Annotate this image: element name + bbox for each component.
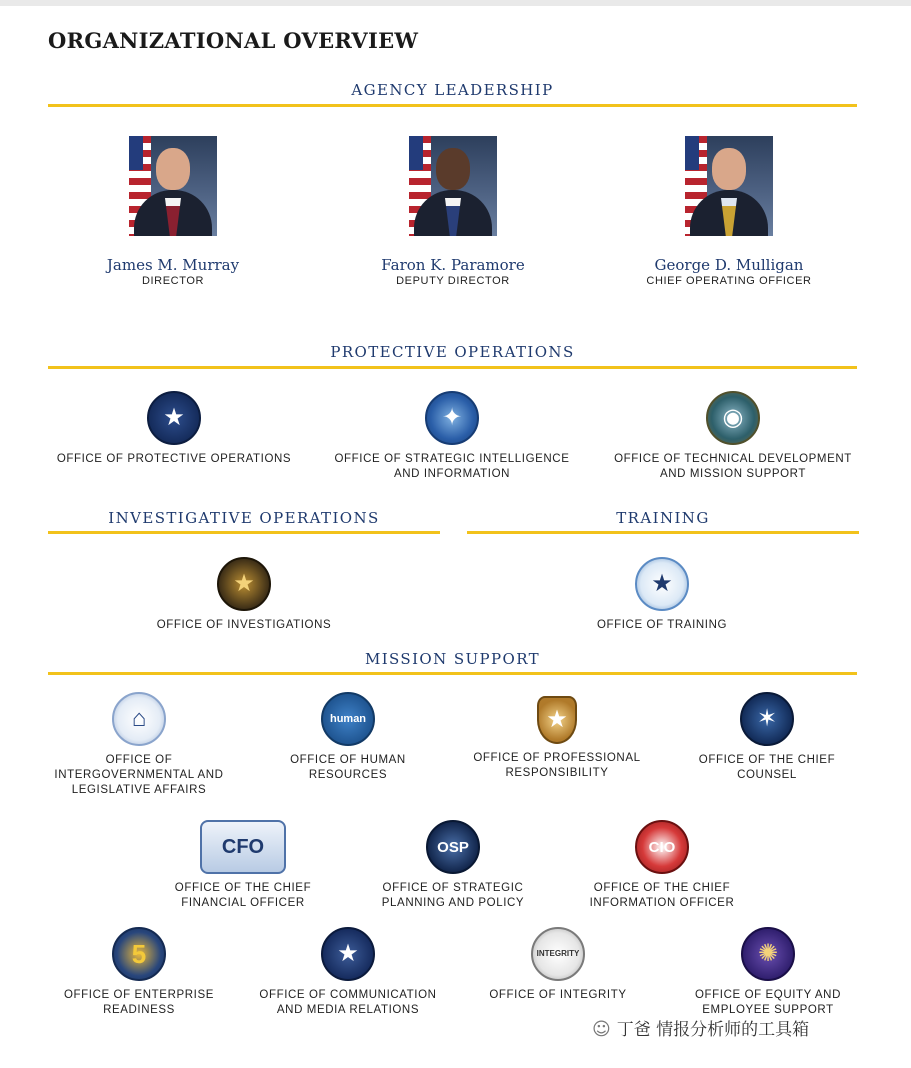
- page-title: ORGANIZATIONAL OVERVIEW: [48, 28, 419, 53]
- leader-name: Faron K. Paramore: [381, 256, 525, 274]
- capitol-seal-icon: ⌂: [112, 692, 166, 746]
- portrait-photo: [409, 136, 497, 236]
- office-label: OFFICE OF STRATEGIC INTELLIGENCE AND INFORMATION: [334, 453, 570, 480]
- section-title-protective-operations: PROTECTIVE OPERATIONS: [330, 343, 575, 361]
- office-label: OFFICE OF TECHNICAL DEVELOPMENT AND MISSION SUPPORT: [614, 453, 852, 480]
- investigations-badge-icon: ★: [217, 557, 271, 611]
- leader-role: CHIEF OPERATING OFFICER: [646, 275, 812, 287]
- office-label: OFFICE OF STRATEGIC PLANNING AND POLICY: [381, 882, 525, 909]
- office-label: OFFICE OF PROFESSIONAL RESPONSIBILITY: [473, 752, 641, 779]
- office-strategic-intelligence: [327, 391, 577, 482]
- office-protective-operations: [44, 391, 304, 467]
- section-divider: [467, 531, 859, 534]
- office-label: OFFICE OF THE CHIEF FINANCIAL OFFICER: [174, 882, 312, 909]
- section-divider: [48, 366, 857, 369]
- shield-badge-icon: ★: [537, 696, 577, 744]
- watermark-text: 丁爸 情报分析师的工具箱: [616, 1020, 810, 1040]
- leader-name: James M. Murray: [106, 256, 240, 274]
- cfo-logo-icon: CFO: [200, 820, 286, 874]
- section-title-investigative-operations: INVESTIGATIVE OPERATIONS: [108, 509, 380, 527]
- integrity-seal-icon: INTEGRITY: [531, 927, 585, 981]
- portrait-photo: [685, 136, 773, 236]
- office-technical-development: [603, 391, 863, 482]
- office-label: OFFICE OF COMMUNICATION AND MEDIA RELATIONS: [259, 989, 437, 1016]
- top-bar: [0, 0, 911, 6]
- office-label: OFFICE OF INTERGOVERNMENTAL AND LEGISLATIVE AFFAIRS: [54, 754, 224, 796]
- portrait-photo: [129, 136, 217, 236]
- section-title-training: TRAINING: [616, 509, 710, 527]
- wechat-watermark: [592, 1015, 809, 1040]
- leader-role: DIRECTOR: [141, 275, 205, 287]
- section-divider: [48, 672, 857, 675]
- training-seal-icon: ★: [635, 557, 689, 611]
- communication-seal-icon: ★: [321, 927, 375, 981]
- wechat-icon: ☺: [592, 1019, 611, 1040]
- office-label: OFFICE OF INVESTIGATIONS: [156, 619, 332, 631]
- office-label: OFFICE OF ENTERPRISE READINESS: [63, 989, 214, 1016]
- office-equity-employee-support: [683, 927, 853, 1018]
- technical-seal-icon: ◉: [706, 391, 760, 445]
- office-intergovernmental-legislative-affairs: [44, 692, 234, 798]
- office-label: OFFICE OF THE CHIEF INFORMATION OFFICER: [589, 882, 735, 909]
- enterprise-readiness-seal-icon: 5: [112, 927, 166, 981]
- leader-deputy-director: [333, 136, 573, 288]
- office-chief-financial-officer: [153, 820, 333, 911]
- cio-seal-icon: CIO: [635, 820, 689, 874]
- office-communication-media-relations: [253, 927, 443, 1018]
- chief-counsel-seal-icon: ✶: [740, 692, 794, 746]
- office-chief-information-officer: [572, 820, 752, 911]
- office-label: OFFICE OF PROTECTIVE OPERATIONS: [56, 453, 292, 465]
- star-seal-icon: ★: [147, 391, 201, 445]
- office-integrity: [473, 927, 643, 1003]
- equity-seal-icon: ✺: [741, 927, 795, 981]
- office-professional-responsibility: [462, 692, 652, 781]
- section-title-mission-support: MISSION SUPPORT: [364, 650, 541, 668]
- leader-role: DEPUTY DIRECTOR: [396, 275, 510, 287]
- leader-name: George D. Mulligan: [654, 256, 804, 274]
- leader-chief-operating-officer: [609, 136, 849, 288]
- office-label: OFFICE OF HUMAN RESOURCES: [290, 754, 406, 781]
- office-enterprise-readiness: [54, 927, 224, 1018]
- section-divider: [48, 531, 440, 534]
- office-label: OFFICE OF THE CHIEF COUNSEL: [698, 754, 836, 781]
- office-label: OFFICE OF EQUITY AND EMPLOYEE SUPPORT: [695, 989, 841, 1016]
- office-investigations: [134, 557, 354, 633]
- section-title-agency-leadership: AGENCY LEADERSHIP: [351, 81, 554, 99]
- office-label: OFFICE OF INTEGRITY: [489, 989, 627, 1001]
- human-resources-seal-icon: human: [321, 692, 375, 746]
- leader-director: [53, 136, 293, 288]
- office-human-resources: [263, 692, 433, 783]
- office-strategic-planning-policy: [363, 820, 543, 911]
- osp-seal-icon: OSP: [426, 820, 480, 874]
- office-chief-counsel: [682, 692, 852, 783]
- office-training: [552, 557, 772, 633]
- intelligence-seal-icon: ✦: [425, 391, 479, 445]
- office-label: OFFICE OF TRAINING: [596, 619, 728, 631]
- section-divider: [48, 104, 857, 107]
